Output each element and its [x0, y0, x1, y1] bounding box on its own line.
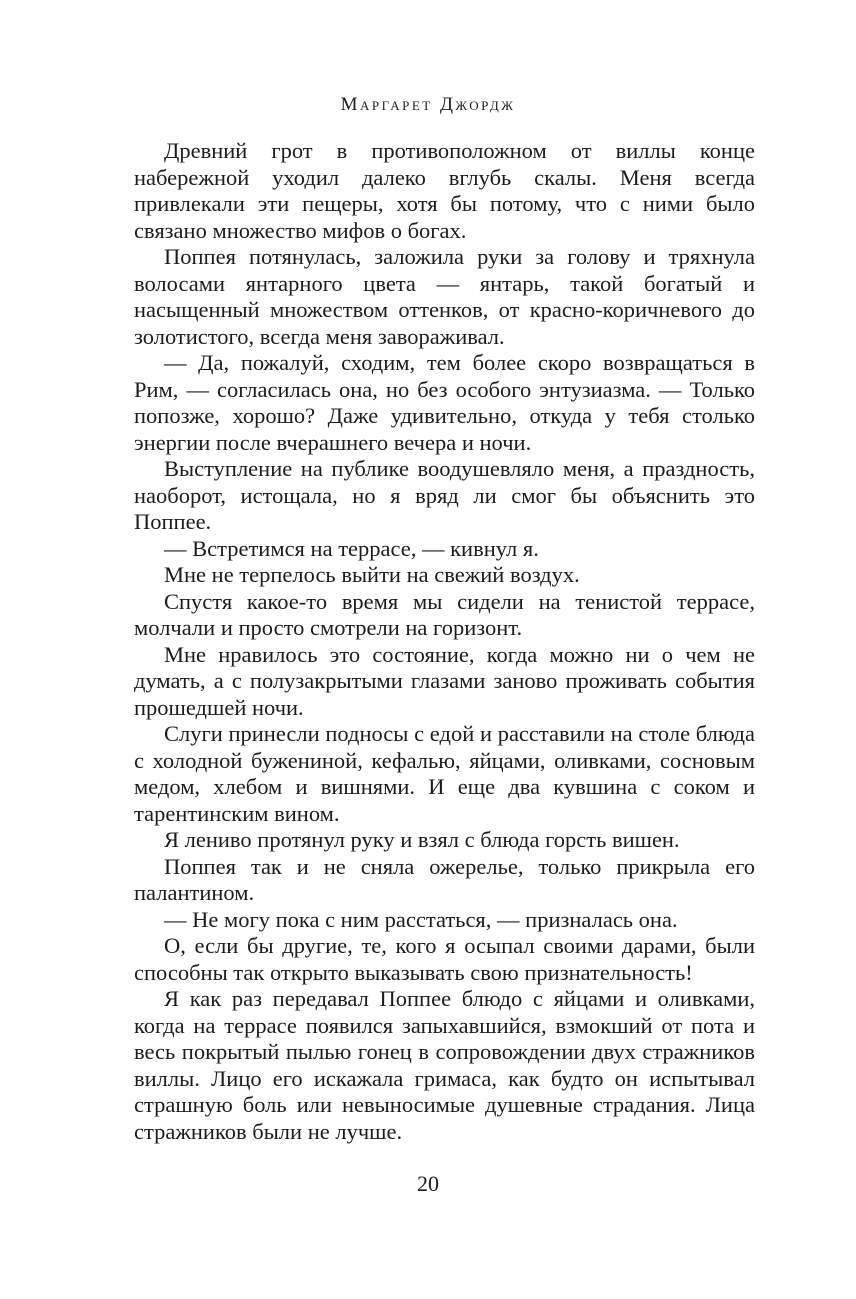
page-number: 20: [417, 1171, 439, 1196]
paragraph: — Встретимся на террасе, — кивнул я.: [164, 535, 539, 561]
paragraph: — Да, пожалуй, сходим, тем более скоро возвращаться в Рим, — согласилась она, но без особого энтузиазма. — Только попозже, хорошо? Даже удивительно, откуда у тебя столько энергии после вчерашнего вечера и ночи.: [134, 350, 755, 455]
paragraph: Слуги принесли подносы с едой и расставили на столе блюда с холодной бужениной, кефалью, яйцами, оливками, сосновым медом, хлебом и вишнями. И еще два кувшина с соком и тарентинским вином.: [134, 721, 755, 826]
running-head-author: Маргарет Джордж: [340, 94, 516, 115]
paragraph: — Не могу пока с ним расстаться, — призналась она.: [164, 906, 678, 932]
paragraph: Мне нравилось это состояние, когда можно ни о чем не думать, а с полузакрытыми глазами заново проживать события прошедшей ночи.: [134, 641, 755, 720]
paragraph: Я как раз передавал Поппее блюдо с яйцами и оливками, когда на террасе появился запыхавшийся, взмокший от пота и весь покрытый пылью гонец в сопровождении двух стражников виллы. Лицо его искажала гримаса, как будто он испытывал страшную боль или невыносимые душевные страдания. Лица стражников были не лучше.: [134, 986, 755, 1144]
paragraph: Поппея так и не сняла ожерелье, только прикрыла его палантином.: [134, 853, 755, 905]
paragraph: Древний грот в противоположном от виллы конце набережной уходил далеко вглубь скалы. Меня всегда привлекали эти пещеры, хотя бы потому, что с ними было связано множество мифов о богах.: [134, 138, 755, 243]
body-text: [134, 138, 755, 1145]
paragraph: Поппея потянулась, заложила руки за голову и тряхнула волосами янтарного цвета — янтарь, такой богатый и насыщенный множеством оттенков, от красно-коричневого до золотистого, всегда меня завораживал.: [134, 244, 755, 349]
paragraph: Спустя какое-то время мы сидели на тенистой террасе, молчали и просто смотрели на горизонт.: [134, 588, 755, 640]
paragraph: Мне не терпелось выйти на свежий воздух.: [164, 562, 580, 587]
paragraph: Я лениво протянул руку и взял с блюда горсть вишен.: [164, 827, 680, 852]
paragraph: Выступление на публике воодушевляло меня, а праздность, наоборот, истощала, но я вряд ли смог бы объяснить это Поппее.: [134, 456, 755, 534]
paragraph: О, если бы другие, те, кого я осыпал своими дарами, были способны так открыто выказывать свою признательность!: [134, 933, 755, 985]
